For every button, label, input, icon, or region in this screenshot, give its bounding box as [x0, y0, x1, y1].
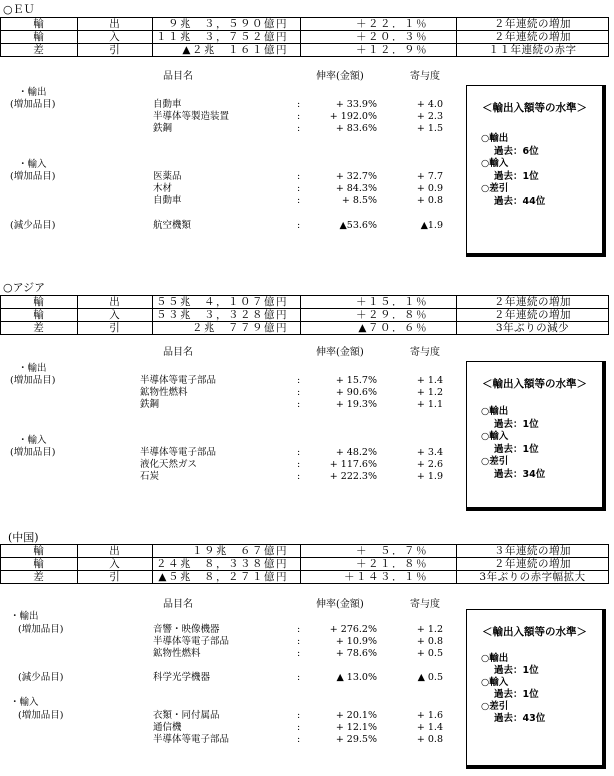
decrease-items-label: (減少品目)	[10, 220, 56, 231]
row-label: 輸	[1, 296, 78, 309]
row-label: 輸	[1, 18, 78, 31]
item-name: 液化天然ガス	[140, 459, 198, 470]
note-text: ２年連続の増加	[457, 309, 609, 322]
table-row	[1, 18, 609, 31]
item-contrib: + 1.1	[416, 399, 443, 410]
item-name: 航空機類	[153, 220, 192, 231]
item-contrib: ▲1.9	[420, 220, 443, 231]
item-contrib: + 1.9	[416, 471, 443, 482]
rate-value: ＋２０．３％	[301, 31, 457, 44]
import-label: ・輸入	[10, 697, 39, 708]
item-colon: :	[297, 111, 301, 122]
level-import-label: ○輸入	[481, 677, 509, 688]
item-contrib: + 3.4	[416, 447, 443, 458]
item-colon: :	[297, 459, 301, 470]
table-row	[1, 558, 609, 571]
amount-value: ２４兆 ８，３３８億円	[153, 558, 301, 571]
row-label: 出	[78, 545, 153, 558]
rate-value: ＋２９．８％	[301, 309, 457, 322]
note-text: ２年連続の増加	[457, 18, 609, 31]
item-contrib: + 7.7	[416, 171, 443, 182]
china-section-title: (中国)	[8, 531, 39, 544]
item-colon: :	[297, 648, 301, 659]
item-colon: :	[297, 387, 301, 398]
amount-value: ５５兆 ４，１０７億円	[153, 296, 301, 309]
rate-value: ＋２１．８％	[301, 558, 457, 571]
level-export-label: ○輸出	[481, 406, 509, 417]
row-label: 引	[78, 44, 153, 57]
level-box	[466, 609, 606, 769]
row-label: 差	[1, 322, 78, 335]
item-colon: :	[297, 375, 301, 386]
level-export-label: ○輸出	[481, 653, 509, 664]
item-name: 半導体等電子部品	[140, 375, 217, 386]
level-balance-rank: 過去：44位	[494, 196, 546, 207]
item-rate: + 117.6%	[329, 459, 377, 470]
item-rate: + 192.0%	[329, 111, 377, 122]
column-header-contrib: 寄与度	[410, 347, 440, 358]
increase-items-label: (増加品目)	[18, 710, 64, 721]
item-contrib: ▲ 0.5	[417, 672, 443, 683]
row-label: 入	[78, 309, 153, 322]
amount-value: ▲２兆 １６１億円	[153, 44, 301, 57]
increase-items-label: (増加品目)	[10, 375, 56, 386]
row-label: 出	[78, 296, 153, 309]
level-balance-label: ○差引	[481, 701, 509, 712]
item-colon: :	[297, 220, 301, 231]
item-contrib: + 0.8	[416, 734, 443, 745]
rate-value: ＋１２．９％	[301, 44, 457, 57]
item-colon: :	[297, 624, 301, 635]
item-colon: :	[297, 123, 301, 134]
item-contrib: + 0.9	[416, 183, 443, 194]
level-export-rank: 過去：1位	[494, 665, 539, 676]
item-contrib: + 1.6	[416, 710, 443, 721]
item-contrib: + 1.5	[416, 123, 443, 134]
asia-section-title: ○アジア	[3, 281, 46, 294]
item-name: 自動車	[153, 99, 182, 110]
level-export-label: ○輸出	[481, 133, 509, 144]
row-label: 輸	[1, 558, 78, 571]
item-name: 半導体等電子部品	[153, 636, 230, 647]
item-rate: + 19.3%	[335, 399, 377, 410]
level-balance-label: ○差引	[481, 183, 509, 194]
item-contrib: + 0.5	[416, 648, 443, 659]
item-contrib: + 1.2	[416, 624, 443, 635]
level-box	[466, 361, 606, 511]
level-import-label: ○輸入	[481, 158, 509, 169]
column-header-contrib: 寄与度	[410, 599, 440, 610]
level-export-rank: 過去：6位	[494, 146, 539, 157]
rate-value: ＋２２．１％	[301, 18, 457, 31]
item-rate: + 222.3%	[329, 471, 377, 482]
row-label: 差	[1, 44, 78, 57]
item-colon: :	[297, 471, 301, 482]
export-label: ・輸出	[18, 87, 47, 98]
item-colon: :	[297, 183, 301, 194]
item-rate: + 276.2%	[329, 624, 377, 635]
item-rate: + 15.7%	[335, 375, 377, 386]
column-header-item: 品目名	[163, 599, 193, 610]
item-rate: + 83.6%	[335, 123, 377, 134]
item-rate: + 90.6%	[335, 387, 377, 398]
note-text: ２年連続の増加	[457, 31, 609, 44]
level-box-title: ＜輸出入額等の水準＞	[482, 102, 587, 114]
column-header-item: 品目名	[163, 347, 193, 358]
export-label: ・輸出	[18, 363, 47, 374]
row-label: 輸	[1, 31, 78, 44]
item-contrib: + 4.0	[416, 99, 443, 110]
item-name: 医薬品	[153, 171, 182, 182]
column-header-rate: 伸率(金額)	[316, 347, 364, 358]
item-rate: + 8.5%	[341, 195, 377, 206]
level-import-rank: 過去：1位	[494, 171, 539, 182]
item-name: 科学光学機器	[153, 672, 211, 683]
table-row	[1, 571, 609, 584]
level-box	[466, 85, 606, 257]
china-summary-table	[0, 544, 609, 584]
item-name: 鉱物性燃料	[153, 648, 201, 659]
level-balance-label: ○差引	[481, 456, 509, 467]
increase-items-label: (増加品目)	[10, 171, 56, 182]
item-colon: :	[297, 99, 301, 110]
item-rate: + 20.1%	[335, 710, 377, 721]
row-label: 差	[1, 571, 78, 584]
table-row	[1, 545, 609, 558]
item-contrib: + 1.4	[416, 375, 443, 386]
import-label: ・輸入	[18, 159, 47, 170]
item-rate: + 32.7%	[335, 171, 377, 182]
column-header-rate: 伸率(金額)	[316, 71, 364, 82]
rate-value: ＋１４３．１％	[301, 571, 457, 584]
level-import-label: ○輸入	[481, 431, 509, 442]
item-name: 鉄鋼	[140, 399, 160, 410]
level-import-rank: 過去：1位	[494, 689, 539, 700]
rate-value: ＋ ５．７％	[301, 545, 457, 558]
item-name: 半導体等電子部品	[153, 734, 230, 745]
item-name: 鉄鋼	[153, 123, 173, 134]
note-text: ２年連続の増加	[457, 296, 609, 309]
import-label: ・輸入	[18, 435, 47, 446]
table-row	[1, 322, 609, 335]
column-header-contrib: 寄与度	[410, 71, 440, 82]
item-contrib: + 1.4	[416, 722, 443, 733]
item-name: 自動車	[153, 195, 182, 206]
increase-items-label: (増加品目)	[18, 624, 64, 635]
item-contrib: + 1.2	[416, 387, 443, 398]
item-name: 半導体等製造装置	[153, 111, 230, 122]
column-header-rate: 伸率(金額)	[316, 599, 364, 610]
item-rate: + 33.9%	[335, 99, 377, 110]
row-label: 引	[78, 571, 153, 584]
column-header-item: 品目名	[163, 71, 193, 82]
item-colon: :	[297, 734, 301, 745]
item-colon: :	[297, 171, 301, 182]
table-row	[1, 31, 609, 44]
item-name: 音響・映像機器	[153, 624, 220, 635]
item-colon: :	[297, 710, 301, 721]
item-colon: :	[297, 399, 301, 410]
item-name: 石炭	[140, 471, 160, 482]
note-text: 3年ぶりの減少	[457, 322, 609, 335]
item-rate: + 84.3%	[335, 183, 377, 194]
table-row	[1, 296, 609, 309]
table-row	[1, 309, 609, 322]
note-text: 3年ぶりの赤字幅拡大	[457, 571, 609, 584]
item-rate: + 12.1%	[335, 722, 377, 733]
export-label: ・輸出	[10, 611, 39, 622]
amount-value: ２兆 ７７９億円	[153, 322, 301, 335]
rate-value: ＋１５．１％	[301, 296, 457, 309]
item-name: 衣類・同付属品	[153, 710, 220, 721]
item-name: 鉱物性燃料	[140, 387, 188, 398]
eu-summary-table	[0, 17, 609, 57]
item-contrib: + 2.6	[416, 459, 443, 470]
row-label: 出	[78, 18, 153, 31]
increase-items-label: (増加品目)	[10, 447, 56, 458]
row-label: 輸	[1, 545, 78, 558]
item-name: 木材	[153, 183, 173, 194]
item-rate: ▲53.6%	[339, 220, 377, 231]
note-text: ２年連続の増加	[457, 558, 609, 571]
amount-value: ５３兆 ３，３２８億円	[153, 309, 301, 322]
item-rate: ▲ 13.0%	[336, 672, 377, 683]
item-colon: :	[297, 672, 301, 683]
decrease-items-label: (減少品目)	[18, 672, 64, 683]
level-export-rank: 過去：1位	[494, 419, 539, 430]
row-label: 引	[78, 322, 153, 335]
rate-value: ▲７０．６％	[301, 322, 457, 335]
level-box-title: ＜輸出入額等の水準＞	[482, 378, 587, 390]
row-label: 入	[78, 558, 153, 571]
item-rate: + 10.9%	[335, 636, 377, 647]
item-rate: + 48.2%	[335, 447, 377, 458]
item-name: 通信機	[153, 722, 182, 733]
eu-section-title: ○ＥＵ	[3, 3, 35, 16]
item-name: 半導体等電子部品	[140, 447, 217, 458]
amount-value: ９兆 ３，５９０億円	[153, 18, 301, 31]
asia-summary-table	[0, 295, 609, 335]
amount-value: １１兆 ３，７５２億円	[153, 31, 301, 44]
table-row	[1, 44, 609, 57]
amount-value: ▲５兆 ８，２７１億円	[153, 571, 301, 584]
item-colon: :	[297, 447, 301, 458]
row-label: 輸	[1, 309, 78, 322]
note-text: １１年連続の赤字	[457, 44, 609, 57]
item-rate: + 78.6%	[335, 648, 377, 659]
item-colon: :	[297, 722, 301, 733]
level-box-title: ＜輸出入額等の水準＞	[482, 626, 587, 638]
item-colon: :	[297, 195, 301, 206]
row-label: 入	[78, 31, 153, 44]
item-colon: :	[297, 636, 301, 647]
item-contrib: + 0.8	[416, 636, 443, 647]
level-balance-rank: 過去：34位	[494, 469, 546, 480]
item-contrib: + 2.3	[416, 111, 443, 122]
level-balance-rank: 過去：43位	[494, 713, 546, 724]
note-text: ３年連続の増加	[457, 545, 609, 558]
increase-items-label: (増加品目)	[10, 99, 56, 110]
item-contrib: + 0.8	[416, 195, 443, 206]
amount-value: １９兆 ６７億円	[153, 545, 301, 558]
level-import-rank: 過去：1位	[494, 444, 539, 455]
item-rate: + 29.5%	[335, 734, 377, 745]
